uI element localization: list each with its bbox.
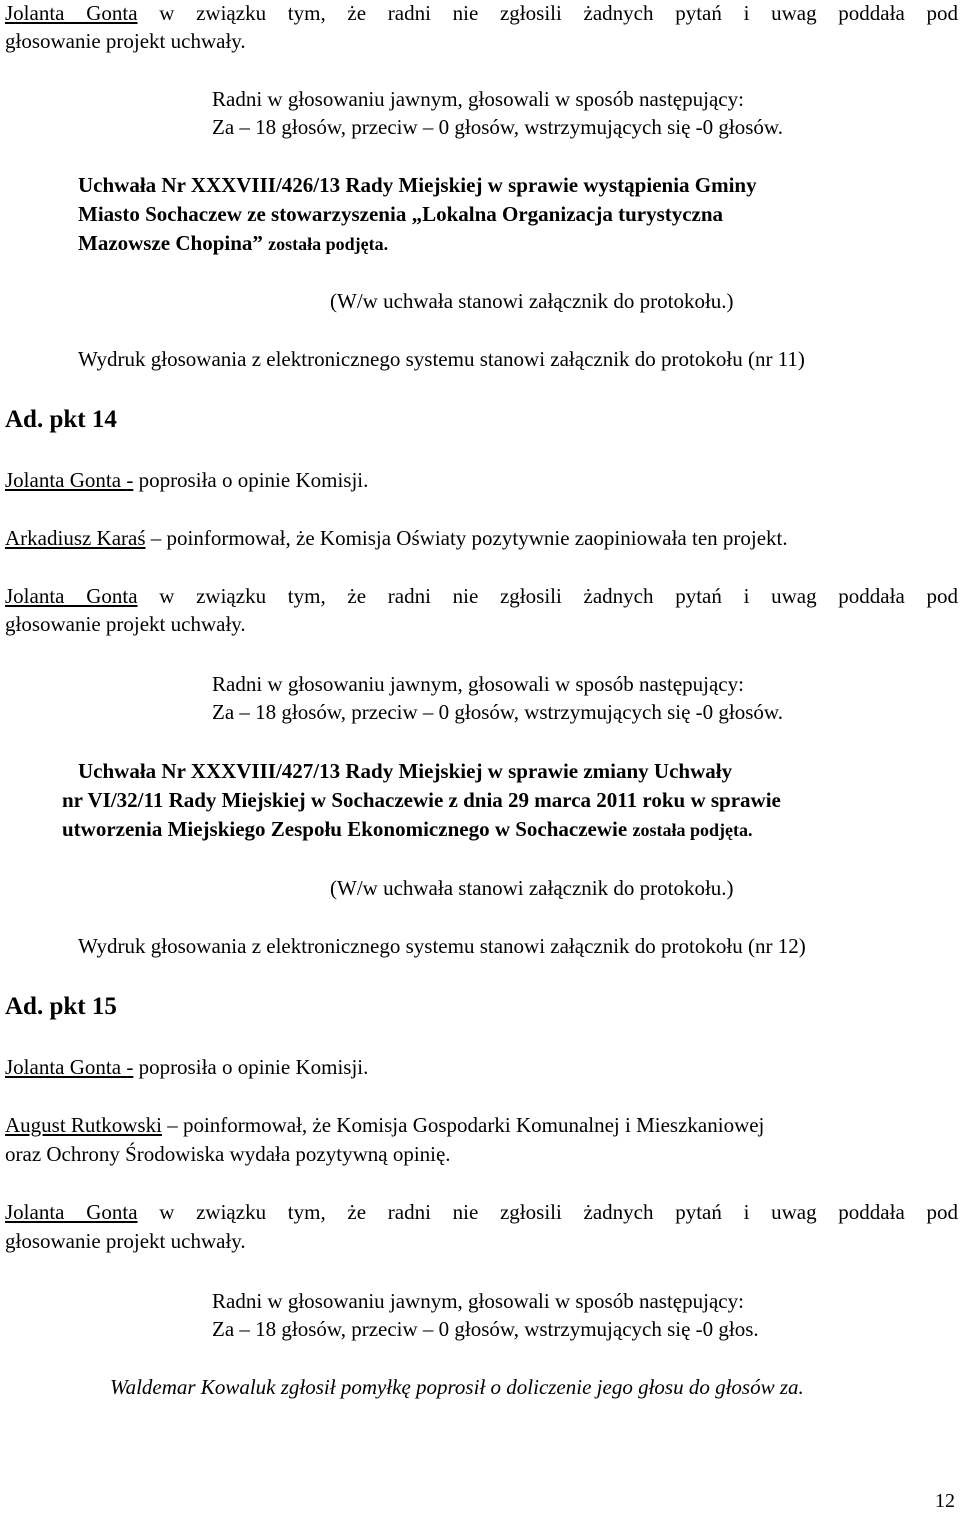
speaker-name: Jolanta Gonta -	[5, 468, 134, 492]
statement-paragraph	[5, 583, 958, 609]
commission-opinion	[5, 525, 788, 551]
resolution-title-line	[78, 230, 388, 257]
page-number: 12	[935, 1490, 955, 1512]
attachment-note: (W/w uchwała stanowi załącznik do protokołu.)	[330, 289, 734, 313]
resolution-title-line: nr VI/32/11 Rady Miejskiej w Sochaczewie z dnia 29 marca 2011 roku w sprawie	[62, 788, 781, 812]
vote-intro: Radni w głosowaniu jawnym, głosowali w sposób następujący:	[212, 1289, 744, 1313]
resolution-title-line: Uchwała Nr XXXVIII/427/13 Rady Miejskiej w sprawie zmiany Uchwały	[78, 759, 733, 783]
statement-text-continued: głosowanie projekt uchwały.	[5, 1229, 246, 1253]
vote-result: Za – 18 głosów, przeciw – 0 głosów, wstrzymujących się -0 głos.	[212, 1317, 759, 1341]
opinion-text: – poinformował, że Komisja Gospodarki Komunalnej i Mieszkaniowej	[161, 1113, 765, 1137]
attachment-note: (W/w uchwała stanowi załącznik do protokołu.)	[330, 876, 734, 900]
statement-text: w związku tym, że radni nie zgłosili żadnych pytań i uwag poddała pod	[159, 584, 958, 608]
statement-text-continued: głosowanie projekt uchwały.	[5, 612, 246, 636]
vote-result: Za – 18 głosów, przeciw – 0 głosów, wstrzymujących się -0 głosów.	[212, 700, 783, 724]
section-heading: Ad. pkt 14	[5, 406, 117, 433]
statement-text-continued: głosowanie projekt uchwały.	[5, 29, 246, 53]
opinion-request	[5, 1054, 368, 1080]
dash: -	[126, 468, 134, 492]
speaker-name: Jolanta Gonta	[5, 584, 138, 608]
opinion-request-text: poprosiła o opinie Komisji.	[133, 1055, 369, 1079]
statement-paragraph	[5, 0, 958, 26]
opinion-text: – poinformował, że Komisja Oświaty pozytywnie zaopiniowała ten projekt.	[145, 526, 788, 550]
resolution-title-line: Miasto Sochaczew ze stowarzyszenia „Lokalna Organizacja turystyczna	[78, 202, 724, 226]
dash: -	[126, 1055, 134, 1079]
vote-intro: Radni w głosowaniu jawnym, głosowali w sposób następujący:	[212, 672, 744, 696]
statement-text: w związku tym, że radni nie zgłosili żadnych pytań i uwag poddała pod	[159, 1, 958, 25]
voting-printout-note: Wydruk głosowania z elektronicznego systemu stanowi załącznik do protokołu (nr 12)	[78, 934, 806, 958]
commission-opinion	[5, 1112, 764, 1138]
resolution-title-main: utworzenia Miejskiego Zespołu Ekonomicznego w Sochaczewie	[62, 817, 633, 841]
statement-text: w związku tym, że radni nie zgłosili żadnych pytań i uwag poddała pod	[159, 1200, 958, 1224]
vote-intro: Radni w głosowaniu jawnym, głosowali w sposób następujący:	[212, 87, 744, 111]
speaker-name: August Rutkowski	[5, 1113, 162, 1137]
speaker-name: Arkadiusz Karaś	[5, 526, 146, 550]
resolution-title-main: Mazowsze Chopina”	[78, 231, 269, 255]
speaker-name: Jolanta Gonta -	[5, 1055, 134, 1079]
vote-correction-note: Waldemar Kowaluk zgłosił pomyłkę poprosił o doliczenie jego głosu do głosów za.	[110, 1375, 804, 1399]
voting-printout-note: Wydruk głosowania z elektronicznego systemu stanowi załącznik do protokołu (nr 11)	[78, 347, 805, 371]
opinion-text-continued: oraz Ochrony Środowiska wydała pozytywną opinię.	[5, 1142, 451, 1166]
speaker-name: Jolanta Gonta	[5, 1200, 138, 1224]
opinion-request-text: poprosiła o opinie Komisji.	[133, 468, 369, 492]
resolution-title-line: Uchwała Nr XXXVIII/426/13 Rady Miejskiej w sprawie wystąpienia Gminy	[78, 173, 757, 197]
statement-paragraph	[5, 1199, 958, 1225]
speaker-name: Jolanta Gonta	[5, 1, 138, 25]
resolution-adopted-text: została podjęta.	[268, 234, 389, 254]
vote-result: Za – 18 głosów, przeciw – 0 głosów, wstrzymujących się -0 głosów.	[212, 115, 783, 139]
section-heading: Ad. pkt 15	[5, 993, 117, 1020]
resolution-adopted-text: została podjęta.	[632, 820, 753, 840]
resolution-title-line	[62, 816, 752, 843]
opinion-request	[5, 467, 368, 493]
